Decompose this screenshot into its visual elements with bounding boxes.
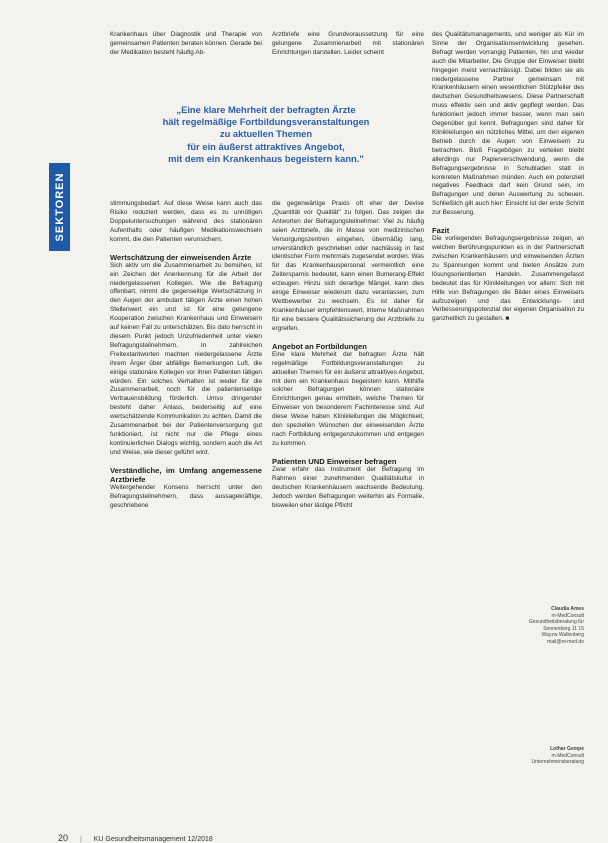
page-number: 20: [58, 833, 69, 843]
paragraph: des Qualitätsmanagements, und weniger als Kür im Sinne der Organisationsentwicklung gesehen. Befragt werden vorrangig Patienten, hin und wieder auch die Mitarbeiter. Die Gruppe der Einweiser bleibt hingegen meist vernachlässigt. Dabei bilden sie als niedergelassene Partner gemeinsam mit Krankenhäusern einen wesentlichen Stützpfeiler des deutschen Gesundheitswesens. Diese Partnerschaft muss effektiv sein und aktiv gepflegt werden. Das funktioniert jedoch immer besser, wenn man sein Gegenüber gut kennt. Befragungen sind daher für Klinikleitungen ein nützliches Mittel, um den eigenen Betrieb durch die Augen von Einweisern zu betrachten. Bloß Fragebögen zu verteilen bleibt allerdings nur Papierverschwendung, wenn die Befragungsergebnisse in Schubladen statt in konkreten Maßnahmen münden. Auch ein potenziell negatives Feedback darf kein Grund sein, im Befragungen und deren Auswertung zu scheuen. Schließlich gilt auch hier: Einsicht ist der erste Schritt zur Besserung.: [432, 31, 584, 217]
column-2: [272, 200, 424, 511]
author-name: Lothar Gempe: [550, 746, 584, 752]
paragraph-text: Die vorliegenden Befragungsergebnisse zeigen, an welchen Berührungspunkten es in der Partnerschaft zwischen Krankenhäusern und einweisenden Ärzten zu Spannungen kommt und bieten Ansätze zum lösungsorientierten Handeln. Zusammengefasst bedeutet das für Klinikleitungen vor allem: Sich mit Hilfe von Befragungen die Bilder eines Einweisers aufzuzeigen und das Entwicklungs- und Verbesserungspotenzial der eigenen Organisation zu ganzheitlich zu gestalten.: [432, 235, 584, 323]
author-line: m-MedConsult: [551, 612, 584, 619]
author-name: Claudia Ames: [551, 606, 584, 612]
subheading: Fazit: [432, 226, 450, 236]
column-2-top: [272, 31, 424, 58]
column-1: [110, 200, 262, 511]
pull-quote: [108, 104, 424, 165]
author-line: Wayzw Wallenberg: [541, 632, 584, 639]
column-1-top: [110, 31, 262, 58]
paragraph: Arztbriefe eine Grundvoraussetzung für eine gelungene Zusammenarbeit mit stationären Einrichtungen darstellen. Leider scheint: [272, 31, 424, 56]
paragraph: Sich aktiv um die Zusammenarbeit zu bemühen, ist ein Zeichen der Anerkennung für die Arbeit der niedergelassenen Kollegen. Wie die Befragung offenbart, nimmt die gegenseitige Wertschätzung in den Augen der ambulant tätigen Ärzte einen hohen Stellenwert ein und ist für eine gelungene Kooperation zwischen Krankenhaus und Einweisern auf keinen Fall zu unterschätzen. Bis dato herrscht in diesem Punkt jedoch Unzufriedenheit unter vielen Befragungsteilnehmern. In zahlreichen Freitextantworten machten niedergelassene Ärzte ihrem Ärger über abfällige Bemerkungen Luft, die einige stationäre Kollegen vor ihren Patienten tätigen würden. Ein solches Verhalten ist weder für die Zusammenarbeit, noch für die patientenseitige Vertrauensbildung förderlich. Umso dringender besteht daher Anlass, beiderseitig auf eine wertschätzende Kommunikation zu achten. Damit die Zusammenarbeit bei der Patientenversorgung gut funktioniert, ist nicht nur die Pflege eines kontinuierlichen Dialogs wichtig, sondern auch die Art und Weise, wie dieser geführt wird.: [110, 261, 262, 456]
section-tab: [49, 163, 70, 251]
pull-quote-line: zu aktuellen Themen: [219, 128, 313, 140]
paragraph: stimmungsbedarf. Auf diese Weise kann auch das Risiko reduziert werden, dass es zu unnötigen Doppeluntersuchungen während des stationären Aufenthalts oder häufigen Medikationswechseln kommt, die den Patienten verunsichern.: [110, 200, 262, 243]
author-line: Gesundheitsberatung für: [528, 619, 584, 626]
subheading: Verständliche, im Umfang angemessene Arztbriefe: [110, 465, 262, 484]
subheading: Patienten UND Einweiser befragen: [272, 456, 397, 466]
paragraph: Zwar erfahr das Instrument der Befragung im Rahmen einer zunehmenden Qualitätskultur in deutschen Krankenhäusern wachsende Bedeutung. Jedoch werden Befragungen weiterhin als Formalie, bisweilen eher lästige Pflicht: [272, 465, 424, 509]
paragraph: [432, 235, 584, 324]
author-line: m-MedConsult: [551, 752, 584, 759]
publication-name: KU Gesundheitsmanagement 12/2018: [93, 836, 213, 843]
pull-quote-line: „Eine klare Mehrheit der befragten Ärzte: [176, 104, 356, 115]
author-line: mail@m-med.de: [547, 638, 584, 645]
author-line: Unternehmensberatung: [531, 759, 584, 766]
pull-quote-line: mit dem ein Krankenhaus begeistern kann.": [168, 152, 364, 164]
pull-quote-line: hält regelmäßige Fortbildungsveranstaltungen: [162, 116, 370, 128]
paragraph: die gegenwärtige Praxis oft eher der Devise „Quantität vor Qualität" zu folgen. Das zeigen die Antworten der Befragungsteilnehmer: Viel zu häufig seien Arztbriefe, die in Masse von medizinischen Versorgungszentren eingehen, übermäßig lang, unverständlich geschrieben oder nachlässig in fast identischer Form mehrmals zugesendet worden. Was für das Krankenhauspersonal vermeintlich eine Zeitersparnis bedeutet, kann einen Bumerang-Effekt erzeugen. Hinzu sich derartige Mängel, kann dies einige Einweiser wiederum dazu veranlassen, zum Wettbewerber zu wechseln. Es ist daher für Krankenhäuser empfehlenswert, interne Maßnahmen für eine bessere Qualitätssicherung der Arztbriefe zu ergreifen.: [272, 200, 424, 332]
pull-quote-line: für ein äußerst attraktives Angebot,: [187, 140, 345, 152]
subheading: Wertschätzung der einweisenden Ärzte: [110, 252, 252, 262]
paragraph: Weitergehender Konsens herrscht unter den Befragungsteilnehmern, dass aussagekräftige, geschriebene: [110, 484, 262, 509]
author-box: [500, 746, 584, 766]
paragraph: Krankenhaus über Diagnostik und Therapie von gemeinsamen Patienten beraten können. Gerade bei der Medikation besteht häufig Ab-: [110, 31, 262, 56]
section-tab-label: SEKTOREN: [53, 172, 66, 242]
paragraph: Eine klare Mehrheit der befragten Ärzte hält regelmäßige Fortbildungsveranstaltungen zu aktuellen Themen für ein äußerst attraktives Angebot, mit dem ein Krankenhaus begeistern kann. Mithilfe solcher Befragungen können stationäre Einrichtungen genau ermitteln, welche Themen für Einweiser von besonderem Fachinteresse sind. Auf diese Weise haben Klinikleitungen die Möglichkeit, den speziellen Wünschen der einweisenden Ärzte nach Fortbildung entgegenzukommen und entgegen zu kommen.: [272, 350, 424, 447]
end-mark: ■: [505, 315, 510, 323]
author-line: Sonnenberg 11 15: [543, 625, 584, 632]
column-3: [432, 31, 584, 324]
author-box: [500, 606, 584, 646]
footer-separator: |: [79, 836, 82, 843]
subheading: Angebot an Fortbildungen: [272, 341, 367, 351]
